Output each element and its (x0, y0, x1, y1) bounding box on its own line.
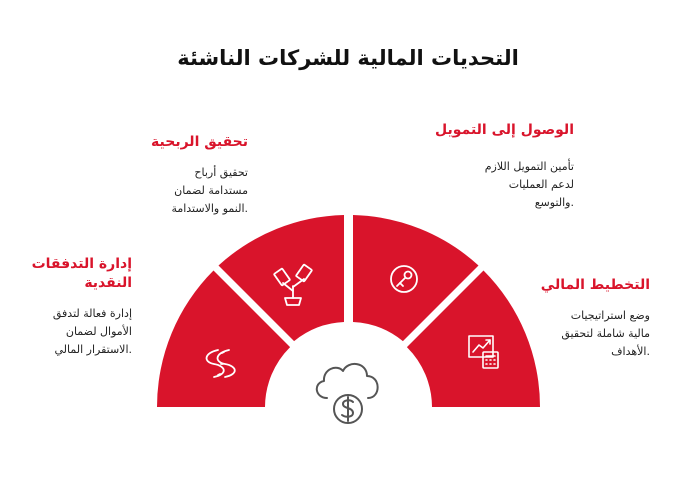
body-profitability: تحقيق أرباح مستدامة لضمان .النمو والاستدامة (171, 166, 248, 215)
heading-profitability: تحقيق الربحية (151, 134, 248, 150)
cloud-dollar-icon (317, 364, 378, 423)
heading-cash-flow: إدارة التدفقات النقدية (31, 256, 132, 291)
body-cash-flow: إدارة فعالة لتدفق الأموال لضمان .الاستقرار المالي (52, 307, 132, 356)
block-planning (500, 276, 650, 361)
block-profitability (98, 133, 248, 218)
body-funding: تأمين التمويل اللازم لدعم العمليات .والتوسع (484, 160, 574, 209)
body-planning: وضع استراتيجيات مالية شاملة لتحقيق .الأهداف (561, 309, 650, 358)
block-cash-flow (0, 255, 132, 359)
block-funding (394, 121, 574, 212)
heading-planning: التخطيط المالي (540, 277, 650, 293)
page-title: التحديات المالية للشركات الناشئة (177, 46, 519, 70)
heading-funding: الوصول إلى التمويل (435, 122, 574, 138)
